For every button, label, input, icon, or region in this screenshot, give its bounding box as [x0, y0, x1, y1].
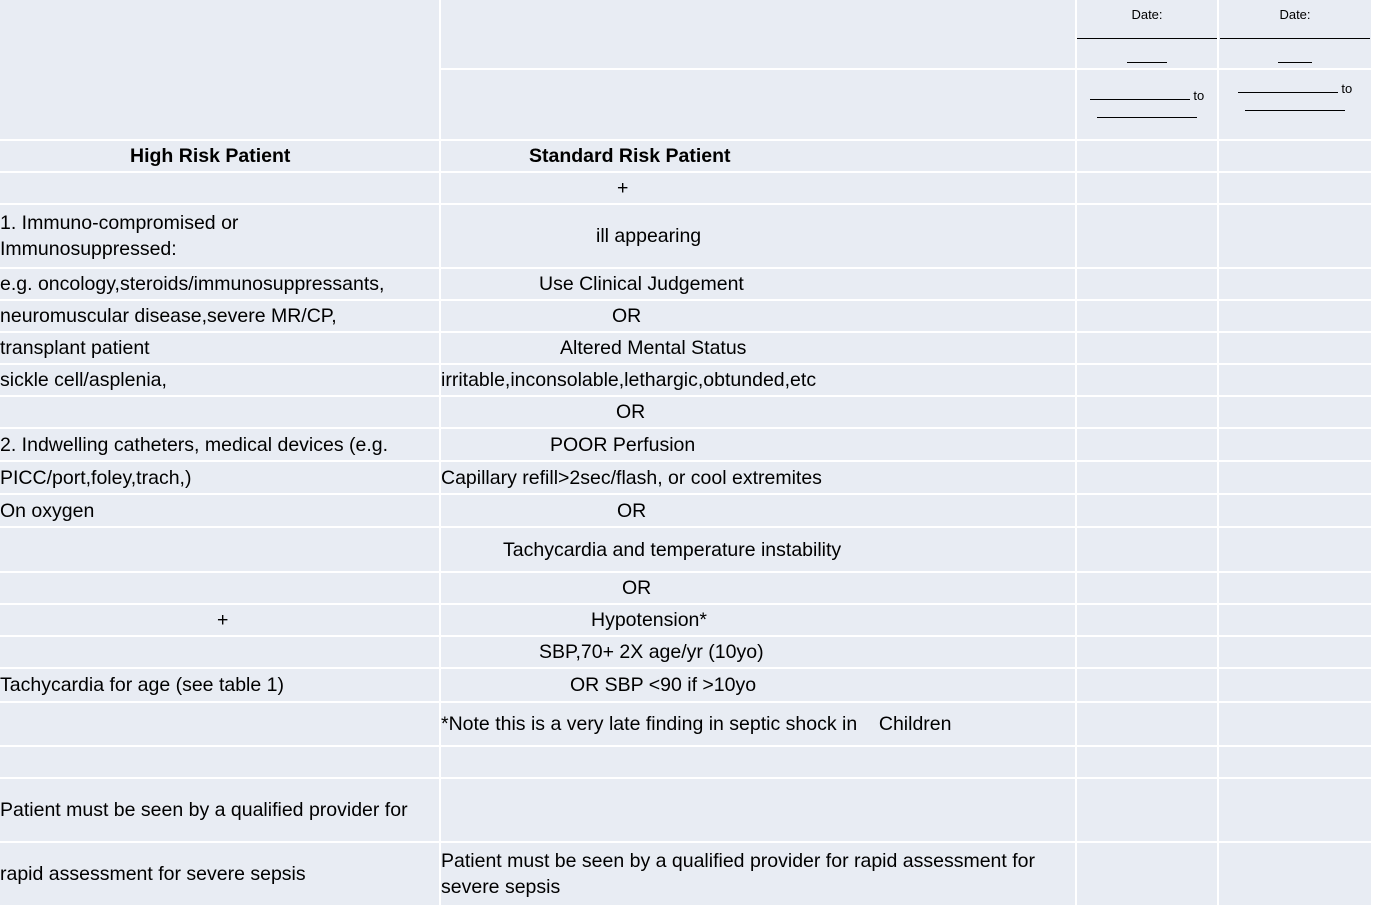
- standard-risk-text: OR: [441, 301, 1075, 331]
- top-left-blank-cell: [0, 0, 439, 139]
- high-risk-text: [0, 173, 439, 203]
- date-col-1-cell[interactable]: [1077, 573, 1217, 603]
- date-col-2-cell[interactable]: [1219, 141, 1371, 171]
- standard-risk-text: POOR Perfusion: [441, 429, 1075, 460]
- high-risk-text: [0, 397, 439, 427]
- date-col-2-cell[interactable]: [1219, 669, 1371, 701]
- standard-risk-text: ill appearing: [441, 205, 1075, 267]
- high-risk-text: neuromuscular disease,severe MR/CP,: [0, 301, 439, 331]
- date-label-2: Date:: [1279, 7, 1311, 22]
- high-risk-text: Tachycardia for age (see table 1): [0, 669, 439, 701]
- date-col-2-cell[interactable]: [1219, 528, 1371, 571]
- high-risk-text: [0, 573, 439, 603]
- date-col-1-cell[interactable]: [1077, 205, 1217, 267]
- date-col-2-cell[interactable]: [1219, 843, 1371, 905]
- date-label-1: Date:: [1131, 7, 1163, 22]
- date-cell-1[interactable]: [1077, 0, 1217, 68]
- date-col-2-cell[interactable]: [1219, 637, 1371, 667]
- high-risk-text: 1. Immuno-compromised or Immunosuppressed:: [0, 205, 439, 267]
- standard-risk-text: SBP,70+ 2X age/yr (10yo): [441, 637, 1075, 667]
- date-col-1-cell[interactable]: [1077, 779, 1217, 841]
- high-risk-text: Patient must be seen by a qualified provider for: [0, 779, 439, 841]
- standard-risk-text: [441, 779, 1075, 841]
- top-mid-blank-cell: [441, 0, 1075, 68]
- date-col-1-cell[interactable]: [1077, 269, 1217, 299]
- standard-risk-text: OR SBP <90 if >10yo: [441, 669, 1075, 701]
- standard-risk-text: OR: [441, 573, 1075, 603]
- date-col-2-cell[interactable]: [1219, 173, 1371, 203]
- standard-risk-text: Use Clinical Judgement: [441, 269, 1075, 299]
- date-col-2-cell[interactable]: [1219, 205, 1371, 267]
- standard-risk-text: +: [441, 173, 1075, 203]
- date-col-1-cell[interactable]: [1077, 141, 1217, 171]
- date-col-2-cell[interactable]: [1219, 397, 1371, 427]
- date-col-2-cell[interactable]: [1219, 429, 1371, 460]
- high-risk-text: sickle cell/asplenia,: [0, 365, 439, 395]
- date-col-1-cell[interactable]: [1077, 495, 1217, 526]
- high-risk-text: transplant patient: [0, 333, 439, 363]
- to-label-2: to: [1341, 80, 1353, 96]
- date-col-1-cell[interactable]: [1077, 333, 1217, 363]
- date-col-1-cell[interactable]: [1077, 365, 1217, 395]
- date-col-1-cell[interactable]: [1077, 301, 1217, 331]
- date-col-2-cell[interactable]: [1219, 703, 1371, 745]
- standard-risk-text: Hypotension*: [441, 605, 1075, 635]
- standard-risk-text: Patient must be seen by a qualified provider for rapid assessment for severe sepsis: [441, 843, 1075, 905]
- date-col-2-cell[interactable]: [1219, 573, 1371, 603]
- date-range-cell-2[interactable]: [1219, 70, 1371, 139]
- standard-risk-text: [441, 747, 1075, 777]
- standard-risk-text: OR: [441, 495, 1075, 526]
- date-col-2-cell[interactable]: [1219, 747, 1371, 777]
- high-risk-text: +: [0, 605, 439, 635]
- date-col-1-cell[interactable]: [1077, 528, 1217, 571]
- standard-risk-text: *Note this is a very late finding in septic shock in Children: [441, 703, 1075, 745]
- date-col-2-cell[interactable]: [1219, 779, 1371, 841]
- date-blank-line-2: [1219, 26, 1371, 68]
- high-risk-header: High Risk Patient: [0, 141, 439, 171]
- date-col-1-cell[interactable]: [1077, 747, 1217, 777]
- date-range-cell-1[interactable]: [1077, 70, 1217, 139]
- high-risk-text: [0, 747, 439, 777]
- date-col-2-cell[interactable]: [1219, 365, 1371, 395]
- to-label-1: to: [1193, 87, 1205, 103]
- standard-risk-text: Tachycardia and temperature instability: [441, 528, 1075, 571]
- date-col-2-cell[interactable]: [1219, 605, 1371, 635]
- date-col-2-cell[interactable]: [1219, 333, 1371, 363]
- high-risk-text: e.g. oncology,steroids/immunosuppressants,: [0, 269, 439, 299]
- date-blank-line-1: [1077, 26, 1217, 68]
- date-col-1-cell[interactable]: [1077, 462, 1217, 493]
- date-col-2-cell[interactable]: [1219, 301, 1371, 331]
- date-col-2-cell[interactable]: [1219, 269, 1371, 299]
- mid-header-blank-cell: [441, 70, 1075, 139]
- standard-risk-text: irritable,inconsolable,lethargic,obtunded,etc: [441, 365, 1075, 395]
- date-col-1-cell[interactable]: [1077, 703, 1217, 745]
- date-col-2-cell[interactable]: [1219, 495, 1371, 526]
- date-col-2-cell[interactable]: [1219, 462, 1371, 493]
- standard-risk-header: Standard Risk Patient: [441, 141, 1075, 171]
- standard-risk-text: Capillary refill>2sec/flash, or cool extremites: [441, 462, 1075, 493]
- high-risk-text: 2. Indwelling catheters, medical devices (e.g.: [0, 429, 439, 460]
- date-col-1-cell[interactable]: [1077, 637, 1217, 667]
- high-risk-text: [0, 528, 439, 571]
- date-col-1-cell[interactable]: [1077, 605, 1217, 635]
- date-cell-2[interactable]: [1219, 0, 1371, 68]
- high-risk-text: On oxygen: [0, 495, 439, 526]
- standard-risk-text: Altered Mental Status: [441, 333, 1075, 363]
- standard-risk-text: OR: [441, 397, 1075, 427]
- date-col-1-cell[interactable]: [1077, 173, 1217, 203]
- date-col-1-cell[interactable]: [1077, 429, 1217, 460]
- high-risk-text: PICC/port,foley,trach,): [0, 462, 439, 493]
- high-risk-text: [0, 637, 439, 667]
- high-risk-text: [0, 703, 439, 745]
- high-risk-text: rapid assessment for severe sepsis: [0, 843, 439, 905]
- date-col-1-cell[interactable]: [1077, 843, 1217, 905]
- date-col-1-cell[interactable]: [1077, 669, 1217, 701]
- date-col-1-cell[interactable]: [1077, 397, 1217, 427]
